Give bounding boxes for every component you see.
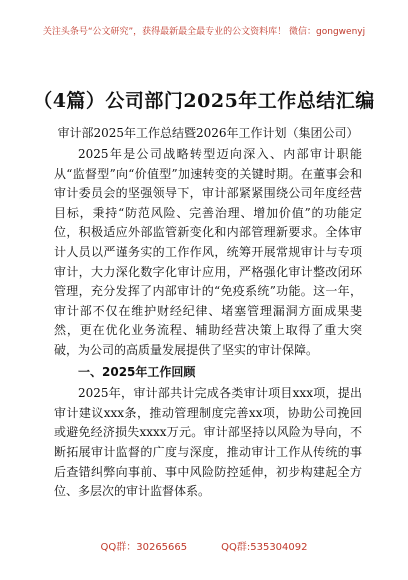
header-banner: 关注头条号“公文研究”，获得最新最全最专业的公文资料库！ 微信：gongwenyj xyxy=(42,27,366,37)
document-body xyxy=(54,124,362,502)
footer xyxy=(0,538,408,553)
document-subtitle: 审计部2025年工作总结暨2026年工作计划（集团公司） xyxy=(57,126,359,140)
document-title: （4篇）公司部门2025年工作总结汇编 xyxy=(33,90,375,112)
footer-qq-group-1: QQ群：30265665 xyxy=(100,542,188,553)
review-paragraph: 2025年，审计部共计完成各类审计项目xxx项，提出审计建议xxx条，推动管理制度完善xx项，协助公司挽回或避免经济损失xxxx万元。审计部坚持以风险为导向，不断拓展审计监督的广度与深度，推动审计工作从传统的事后查错纠弊向事前、事中风险防控延伸，初步构建起全方位、多层次的审计监督体系。 xyxy=(54,386,362,499)
section-heading: 一、2025年工作回顾 xyxy=(78,364,196,379)
footer-qq-group-2: QQ群:535304092 xyxy=(221,542,308,553)
intro-paragraph: 2025年是公司战略转型迈向深入、内部审计职能从“监督型”向“价值型”加速转变的关键时期。在董事会和审计委员会的坚强领导下，审计部紧紧围绕公司年度经营目标，秉持“防范风险、完善治理、增加价值”的功能定位，积极适应外部监管新变化和内部管理新要求。全体审计人员以严谨务实的工作作风，统筹开展常规审计与专项审计，大力深化数字化审计应用，严格强化审计整改闭环管理，充分发挥了内部审计的“免疫系统”功能。这一年，审计部不仅在维护财经纪律、堵塞管理漏洞方面成果斐然，更在优化业务流程、辅助经营决策上取得了重大突破，为公司的高质量发展提供了坚实的审计保障。 xyxy=(54,147,362,357)
